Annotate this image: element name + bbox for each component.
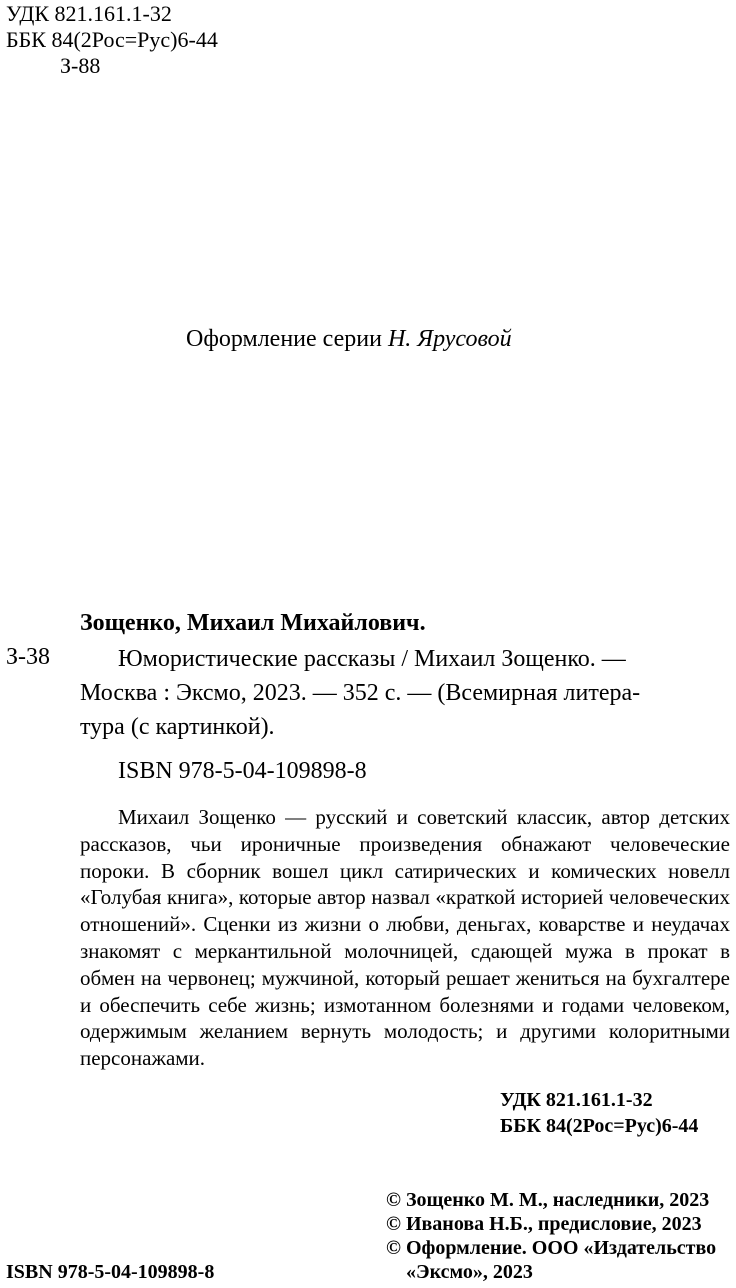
author-heading: Зощенко, Михаил Михайлович. [80,610,426,636]
bib-line-1: Юмористические рассказы / Михаил Зощенко. — [118,646,626,672]
annotation-text: Михаил Зощенко — русский и советский классик, автор детских рассказов, чьи ироничные произведения обнажают человеческие пороки. В сборник вошел цикл сатирических и комических новелл «Голубая книга», которые автор назвал «краткой историей человеческих отношений». Сценки из жизни о любви, деньгах, коварстве и неудачах знакомят с меркантильной молочницей, сдающей мужа в прокат в обмен на червонец; мужчиной, который решает жениться на бухгалтере и обеспечить себе жизнь; измотанном болезнями и годами человеком, одержимым желанием вернуть молодость; и другими колоритными персонажами. [80,805,730,1071]
bib-line-3: тура (с картинкой). [80,714,275,740]
copyright-line-4: «Эксмо», 2023 [406,1261,533,1283]
copyright-line-2: © Иванова Н.Б., предисловие, 2023 [386,1213,702,1235]
author-code-top: З-88 [60,53,101,78]
isbn-main: ISBN 978-5-04-109898-8 [118,758,367,784]
copyright-line-3: © Оформление. ООО «Издательство [386,1237,717,1259]
annotation [80,804,730,1072]
series-design-prefix: Оформление серии [186,326,382,352]
udk-bottom: УДК 821.161.1-32 [500,1089,653,1111]
udk-top: УДК 821.161.1-32 [6,1,172,26]
bbk-top: ББК 84(2Рос=Рус)6-44 [6,27,218,52]
author-mark: З-38 [6,644,51,670]
bib-line-2: Москва : Эксмо, 2023. — 352 с. — (Всемирная литера- [80,680,641,706]
isbn-footer: ISBN 978-5-04-109898-8 [6,1261,215,1283]
series-design-credit [186,326,512,353]
bbk-bottom: ББК 84(2Рос=Рус)6-44 [500,1115,699,1137]
copyright-line-1: © Зощенко М. М., наследники, 2023 [386,1189,710,1211]
series-designer-name: Н. Ярусовой [387,326,512,352]
